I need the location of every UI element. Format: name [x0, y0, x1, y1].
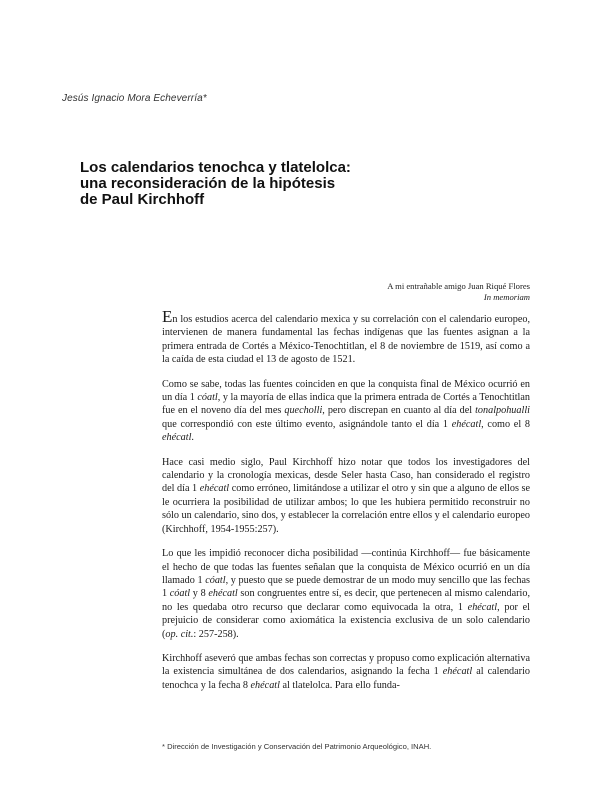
- text-run: , por el prejuicio de considerar como axiomática la existencia exclusiva de un solo calendario (: [162, 601, 530, 640]
- italic-term: cóatl: [169, 588, 191, 600]
- text-run: Hace casi medio siglo, Paul Kirchhoff hizo notar que todos los investigadores del calendario y la cronología mexicas, desde Seler hasta Caso, han considerado el registro del día 1: [162, 456, 530, 495]
- text-run: .: [191, 432, 194, 444]
- paragraph-1: [162, 307, 530, 367]
- italic-term: quecholli: [284, 405, 323, 417]
- text-run: : 257-258).: [193, 628, 239, 640]
- footnote: * Dirección de Investigación y Conservación del Patrimonio Arqueológico, INAH.: [162, 742, 432, 751]
- italic-term: ehécatl: [250, 679, 280, 691]
- italic-term: ehécatl: [467, 601, 498, 613]
- text-run: al tlatelolca. Para ello funda-: [279, 679, 400, 691]
- dedication-line: A mi entrañable amigo Juan Riqué Flores: [387, 281, 530, 291]
- text-run: al calendario tenochca y la fecha 8: [162, 666, 530, 691]
- italic-term: cóatl: [197, 392, 218, 404]
- title-line-1: Los calendarios tenochca y tlatelolca:: [80, 159, 351, 176]
- text-run: como erróneo, limitándose a utilizar el otro y sin que a alguno de ellos se le ocurriera la posibilidad de utilizar ambos; lo que les hubiera permitido reconstruir no sólo un calendario, sino dos, y establecer la correlación entre ellos y el calendario europeo (Kirchhoff, 1954-1955:257).: [162, 483, 530, 535]
- text-run: y 8: [190, 588, 209, 600]
- article-title: [80, 160, 440, 208]
- article-body: [162, 307, 531, 703]
- paragraph-2: [162, 378, 530, 445]
- text-run: Como se sabe, todas las fuentes coinciden en que la conquista final de México ocurrió en un día 1: [162, 378, 530, 404]
- italic-term: ehécatl: [162, 432, 192, 444]
- drop-cap: E: [162, 307, 173, 326]
- text-run: , y puesto que se puede demostrar de un modo muy sencillo que las fechas 1: [162, 574, 531, 600]
- paragraph-3: [162, 456, 530, 536]
- italic-term: tonalpohualli: [475, 405, 530, 417]
- italic-term: ehécatl: [199, 483, 230, 495]
- paragraph-text: n los estudios acerca del calendario mexica y su correlación con el calendario europeo, intervienen de manera fundamental las fechas indígenas que las fuentes asignan a la primera entrada de Cortés a México-Tenochtitlan, el 8 de noviembre de 1519, así como a la caída de esta ciudad el 13 de agosto de 1521.: [162, 314, 530, 366]
- title-line-3: de Paul Kirchhoff: [80, 191, 205, 208]
- paragraph-5: [162, 652, 530, 692]
- author-name: Jesús Ignacio Mora Echeverría*: [62, 93, 207, 104]
- italic-term: op. cit.: [165, 628, 194, 640]
- text-run: son congruentes entre sí, es decir, que pertenecen al mismo calendario, no les quedaba otro recurso que declarar como equivocada la otra, 1: [162, 588, 530, 613]
- title-line-2: una reconsideración de la hipótesis: [80, 175, 336, 192]
- text-run: , como el 8: [481, 418, 530, 430]
- in-memoriam: In memoriam: [483, 292, 530, 302]
- italic-term: cóatl: [205, 574, 226, 586]
- text-run: , y la mayoría de ellas indica que la primera entrada de Cortés a Tenochtitlan fue en el noveno día del mes: [162, 392, 530, 417]
- dedication: [340, 281, 530, 303]
- italic-term: ehécatl: [208, 588, 238, 600]
- text-run: Kirchhoff aseveró que ambas fechas son correctas y propuso como explicación alternativa la existencia simultánea de dos calendarios, asignando la fecha 1: [162, 652, 530, 678]
- paragraph-4: [162, 547, 530, 641]
- text-run: que correspondió con este último evento, asignándole tanto el día 1: [162, 418, 452, 430]
- text-run: Lo que les impidió reconocer dicha posibilidad —continúa Kirchhoff— fue básicamente el hecho de que todas las fuentes señalan que la conquista de México ocurrió en un día llamado 1: [162, 548, 530, 586]
- italic-term: ehécatl: [442, 666, 473, 678]
- italic-term: ehécatl: [451, 418, 482, 430]
- text-run: , pero discrepan en cuanto al día del: [322, 405, 476, 417]
